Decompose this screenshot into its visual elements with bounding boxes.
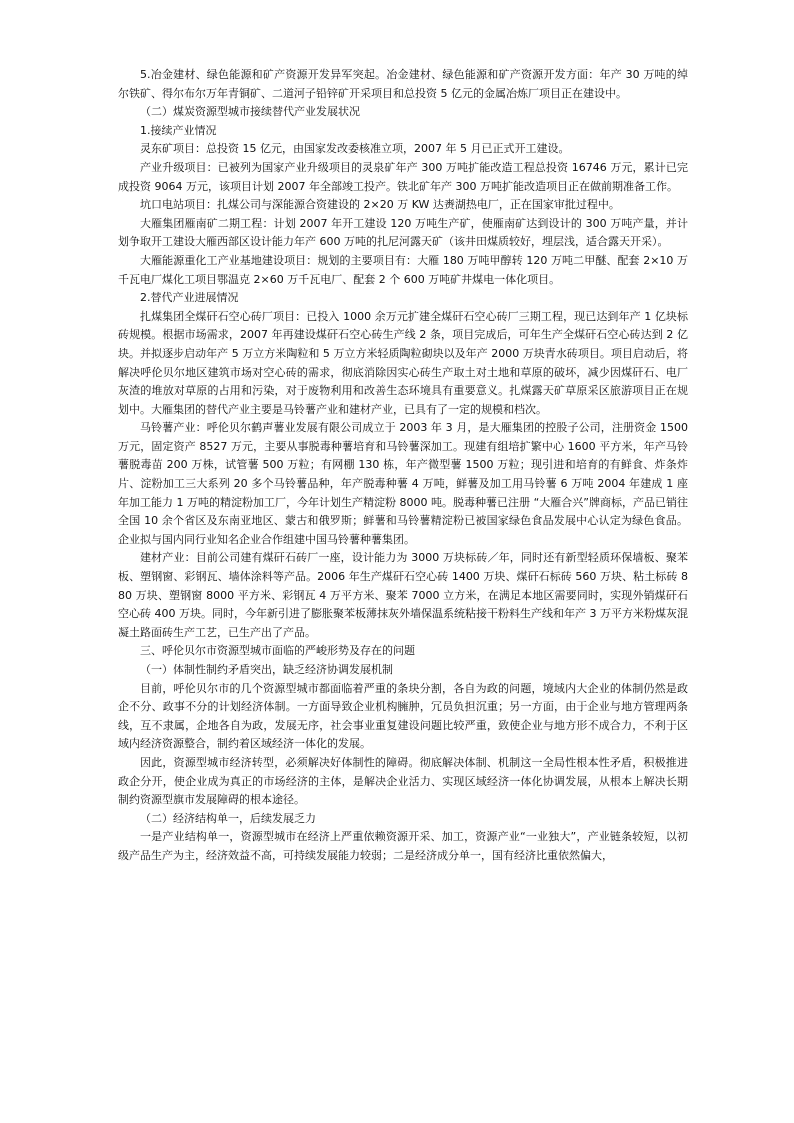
subheading-replacement-industries: 2.替代产业进展情况	[140, 291, 239, 305]
document-page	[118, 66, 688, 866]
paragraph-industry-upgrade: 产业升级项目：已被列为国家产业升级项目的灵泉矿年产 300 万吨扩能改造工程总投资 16746 万元，累计已完成投资 9064 万元，该项目计划 2007 年全部竣工投产。铁北矿年产 300 万吨扩能改造项目正在做前期准备工作。	[118, 160, 688, 193]
paragraph-chemical-base: 大雁能源重化工产业基地建设项目：规划的主要项目有：大雁 180 万吨甲醇转 120 万吨二甲醚、配套 2×10 万千瓦电厂煤化工项目鄂温克 2×60 万千瓦电厂、配套 2 个 600 万吨矿井煤电一体化项目。	[118, 253, 688, 286]
section-heading-coal-cities: （二）煤炭资源型城市接续替代产业发展状况	[140, 105, 360, 119]
subheading-economic-structure: （二）经济结构单一，后续发展乏力	[140, 811, 316, 825]
paragraph-structure-details: 一是产业结构单一，资源型城市在经济上严重依赖资源开采、加工，资源产业“一业独大”，产业链条较短，以初级产品生产为主，经济效益不高，可持续发展能力较弱；二是经济成分单一，国有经济比重依然偏大，	[118, 830, 688, 862]
paragraph-institutional-details: 目前，呼伦贝尔市的几个资源型城市都面临着严重的条块分割，各自为政的问题，境域内大企业的体制仍然是政企不分、政事不分的计划经济体制。一方面导致企业机构臃肿，冗员负担沉重；另一方面，由于企业与地方管理两条线，互不隶属，企地各自为政，发展无序，社会事业重复建设问题比较严重，致使企业与地方形不成合力，不利于区域内经济资源整合，制约着区域经济一体化的发展。	[118, 681, 688, 751]
paragraph-potato-industry: 马铃薯产业：呼伦贝尔鹤声薯业发展有限公司成立于 2003 年 3 月，是大雁集团的控股子公司，注册资金 1500 万元，固定资产 8527 万元，主要从事脱毒种薯培育和马铃薯深加工。现建有组培扩繁中心 1600 平方米，年产马铃薯脱毒苗 200 万株，试管薯 500 万粒；有网棚 130 栋，年产微型薯 1500 万粒；现引进和培育的有鲜食、炸条炸片、淀粉加工三大系列 20 多个马铃薯品种，年产脱毒种薯 4 万吨，鲜薯及加工用马铃薯 6 万吨 2004 年建成 1 座年加工能力 1 万吨的精淀粉加工厂，今年计划生产精淀粉 8000 吨。脱毒种薯已注册 “大雁合兴”牌商标，产品已销往全国 10 余个省区及东南亚地区、蒙古和俄罗斯；鲜薯和马铃薯精淀粉已被国家绿色食品发展中心认定为绿色食品。企业拟与国内同行业知名企业合作组建中国马铃薯种薯集团。	[118, 421, 688, 546]
subheading-continuing-industries: 1.接续产业情况	[140, 123, 217, 137]
paragraph-pithead-power: 坑口电站项目：扎煤公司与深能源合资建设的 2×20 万 KW 达赉湖热电厂，正在国家审批过程中。	[140, 198, 620, 212]
paragraph-gangue-brick: 扎煤集团全煤矸石空心砖厂项目：已投入 1000 余万元扩建全煤矸石空心砖厂三期工程，现已达到年产 1 亿块标砖规模。根据市场需求，2007 年再建设煤矸石空心砖生产线 2 条，项目完成后，可年生产全煤矸石空心砖达到 2 亿块。并拟逐步启动年产 5 万立方米陶粒和 5 万立方米轻质陶粒砌块以及年产 2000 万块青水砖项目。项目启动后，将解决呼伦贝尔地区建筑市场对空心砖的需求，彻底消除因实心砖生产取土对土地和草原的破坏，减少因煤矸石、电厂灰渣的堆放对草原的占用和污染，对于废物利用和改善生态环境具有重要意义。扎煤露天矿草原采区旅游项目正在规划中。大雁集团的替代产业主要是马铃薯产业和建材产业，已具有了一定的规模和档次。	[118, 309, 688, 416]
subheading-institutional: （一）体制性制约矛盾突出，缺乏经济协调发展机制	[140, 663, 393, 676]
paragraph-yannan-mine: 大雁集团雁南矿二期工程：计划 2007 年开工建设 120 万吨生产矿，使雁南矿达到设计的 300 万吨产量，并计划争取开工建设大雁西部区设计能力年产 600 万吨的扎尼河露天矿（该井田煤质较好，埋层浅，适合露天开采）。	[118, 216, 688, 249]
paragraph-metallurgy-energy: 5.冶金建材、绿色能源和矿产资源开发异军突起。冶金建材、绿色能源和矿产资源开发方面：年产 30 万吨的绰尔铁矿、得尔布尔万年青铜矿、二道河子铅锌矿开采项目和总投资 5 亿元的金属冶炼厂项目正在建设中。	[118, 68, 688, 100]
paragraph-lingdong-mine: 灵东矿项目：总投资 15 亿元，由国家发改委核准立项，2007 年 5 月已正式开工建设。	[140, 142, 570, 156]
section-heading-problems: 三、呼伦贝尔市资源型城市面临的严峻形势及存在的问题	[140, 644, 415, 658]
paragraph-transformation: 因此，资源型城市经济转型，必须解决好体制性的障碍。彻底解决体制、机制这一全局性根本性矛盾，积极推进政企分开，使企业成为真正的市场经济的主体，是解决企业活力、实现区域经济一体化协调发展，从根本上解决长期制约资源型旗市发展障碍的根本途径。	[118, 755, 688, 807]
paragraph-building-materials: 建材产业：目前公司建有煤矸石砖厂一座，设计能力为 3000 万块标砖／年，同时还有新型轻质环保墙板、聚苯板、塑钢窗、彩钢瓦、墙体涂料等产品。2006 年生产煤矸石空心砖 1400 万块、煤矸石标砖 560 万块、粘土标砖 880 万块、塑钢窗 8000 平方米、彩钢瓦 4 万平方米、聚苯 7000 立方米，在满足本地区需要同时，实现外销煤矸石空心砖 400 万块。同时，今年新引进了膨胀聚苯板薄抹灰外墙保温系统粘接干粉料生产线和年产 3 万平方米粉煤灰混凝土路面砖生产工艺，已生产出了产品。	[118, 551, 688, 639]
